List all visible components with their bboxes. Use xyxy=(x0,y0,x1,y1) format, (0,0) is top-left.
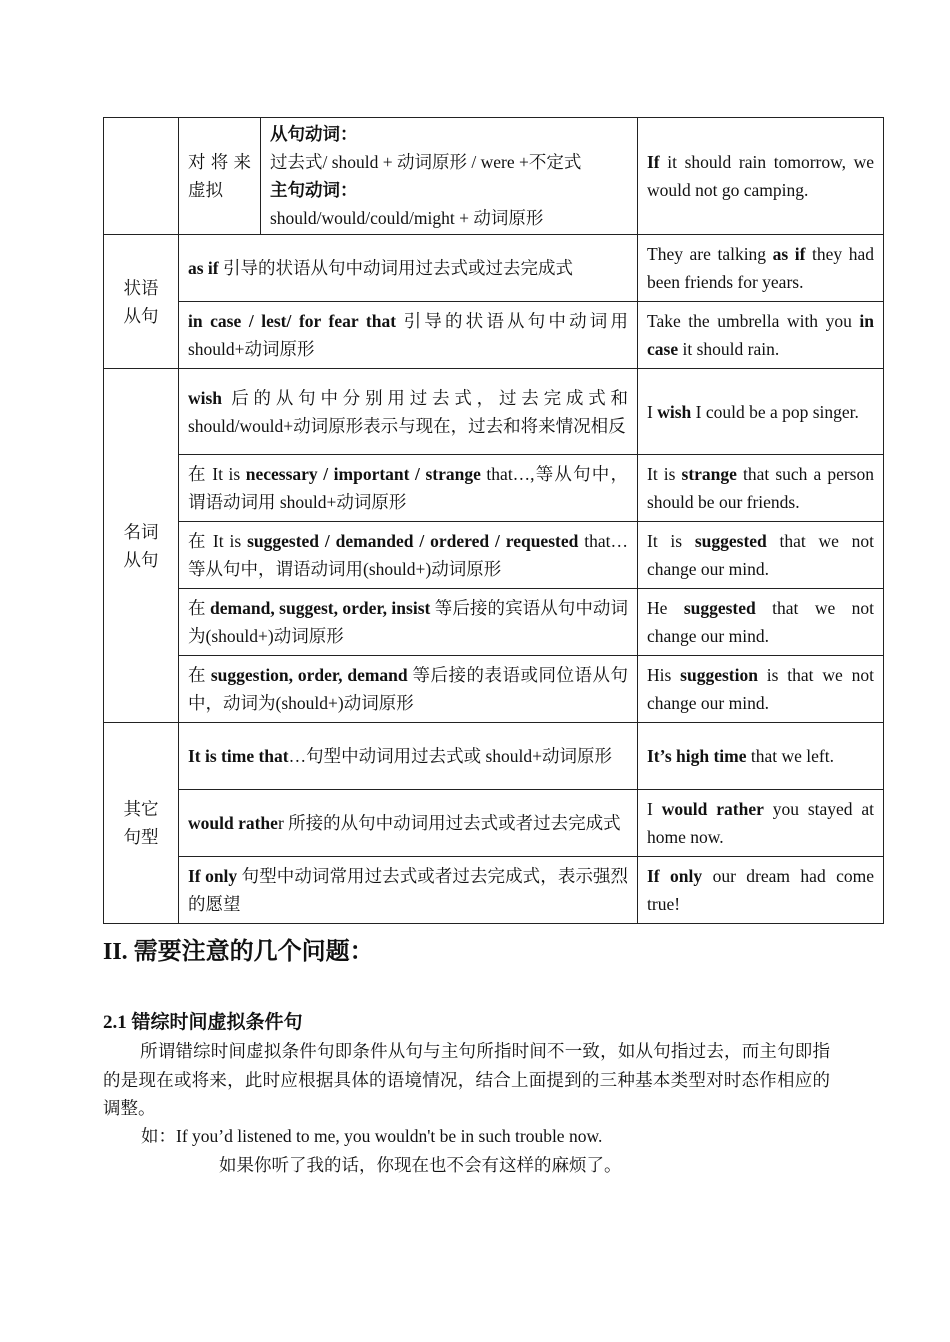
example-label: 如： xyxy=(141,1126,176,1146)
example-text: it should rain tomorrow, we would not go camping. xyxy=(647,152,874,200)
example-cell xyxy=(638,857,884,924)
example-text: I could be a pop singer. xyxy=(691,401,859,422)
example-keyword: would rather xyxy=(661,799,764,819)
rule-keyword: suggestion, order, demand xyxy=(210,665,408,685)
example-cell xyxy=(638,723,884,790)
rule-cell xyxy=(179,235,638,302)
category-label: 状语从句 xyxy=(123,277,159,326)
table-row xyxy=(104,790,884,857)
rule-keyword: would rathe xyxy=(188,813,278,833)
rule-keyword: as if xyxy=(188,258,219,278)
example-text: I xyxy=(647,401,658,422)
example-text: they had been friends for years. xyxy=(647,244,875,292)
rule-text: 等后接的表语或同位语从句中，动词为(should+)动词原形 xyxy=(188,665,629,713)
example-cell xyxy=(638,455,884,522)
example-cell xyxy=(638,369,884,455)
category-cell xyxy=(104,723,179,924)
rule-cell xyxy=(179,589,638,656)
table-row xyxy=(104,656,884,723)
rule-cell xyxy=(261,118,638,235)
example-keyword: strange xyxy=(681,464,737,484)
example-text: it should rain. xyxy=(678,339,780,359)
example-cell xyxy=(638,235,884,302)
subcategory-cell xyxy=(179,118,261,235)
table-row xyxy=(104,522,884,589)
rule-keyword: necessary / important / strange xyxy=(245,464,481,484)
category-label: 其它句型 xyxy=(123,799,159,847)
example-cell xyxy=(638,522,884,589)
example-cell xyxy=(638,302,884,369)
rule-keyword: wish xyxy=(188,387,223,408)
example-text: our dream had come true! xyxy=(647,866,875,914)
example-text: that we not change our mind. xyxy=(647,531,874,579)
table-row xyxy=(104,118,884,235)
rule-cell xyxy=(179,723,638,790)
example-text: that we not change our mind. xyxy=(647,598,874,646)
example-sentence: If you’d listened to me, you wouldn't be in such trouble now. xyxy=(176,1126,603,1146)
rule-keyword: suggested / demanded / ordered / requested xyxy=(247,531,579,551)
rule-text: should/would/could/might + 动词原形 xyxy=(270,208,544,228)
section-heading: II. 需要注意的几个问题： xyxy=(103,939,374,965)
example-text: that we left. xyxy=(746,746,834,766)
example-text: is that we not change our mind. xyxy=(647,665,874,713)
example-cell xyxy=(638,790,884,857)
subcategory-label: 对将来虚拟 xyxy=(188,152,251,200)
rule-cell xyxy=(179,455,638,522)
example-keyword: suggested xyxy=(694,531,767,551)
example-keyword: suggested xyxy=(683,598,756,618)
example-text: It is xyxy=(647,531,695,551)
example-line xyxy=(141,1122,602,1151)
table-row xyxy=(104,589,884,656)
example-keyword: If only xyxy=(647,866,703,886)
rule-keyword: demand, suggest, order, insist xyxy=(210,598,431,618)
table-row xyxy=(104,723,884,790)
example-text: He xyxy=(647,598,684,618)
example-keyword: in case xyxy=(647,311,874,359)
rule-cell xyxy=(179,790,638,857)
example-text: They are talking xyxy=(647,244,773,264)
rule-cell xyxy=(179,302,638,369)
example-text: that such a person should be our friends. xyxy=(647,464,874,512)
rule-label-clause: 从句动词： xyxy=(270,124,358,144)
rule-keyword: If only xyxy=(188,866,238,886)
rule-text: r 所接的从句中动词用过去式或者过去完成式 xyxy=(277,813,621,833)
subsection-heading: 2.1 错综时间虚拟条件句 xyxy=(103,1012,303,1033)
rule-text: that…,等从句中，谓语动词用 should+动词原形 xyxy=(188,464,628,512)
rule-keyword: It is time that xyxy=(188,746,289,766)
rule-text: 后的从句中分别用过去式，过去完成式和should/would+动词原形表示与现在，过去和将来情况相反 xyxy=(188,387,628,436)
rule-text: …句型中动词用过去式或 should+动词原形 xyxy=(288,746,613,766)
category-label: 名词从句 xyxy=(123,521,159,570)
rule-text: 在 It is xyxy=(188,464,246,484)
example-keyword: as if xyxy=(772,244,806,264)
subjunctive-table xyxy=(103,117,884,924)
rule-text: 在 It is xyxy=(188,531,248,551)
example-text: you stayed at home now. xyxy=(647,799,875,847)
rule-text: 引导的状语从句中动词用should+动词原形 xyxy=(188,311,628,359)
example-keyword: It’s high time xyxy=(647,746,747,766)
example-keyword: wish xyxy=(657,401,692,422)
rule-text: 引导的状语从句中动词用过去式或过去完成式 xyxy=(218,258,573,278)
body-paragraph: 所谓错综时间虚拟条件句即条件从句与主句所指时间不一致，如从句指过去，而主句即指的是现在或将来，此时应根据具体的语境情况，结合上面提到的三种基本类型对时态作相应的调整。 xyxy=(103,1041,830,1118)
rule-text: 句型中动词常用过去式或者过去完成式，表示强烈的愿望 xyxy=(188,866,629,914)
rule-text: 在 xyxy=(188,665,211,685)
rule-cell xyxy=(179,656,638,723)
rule-text: 等后接的宾语从句中动词为(should+)动词原形 xyxy=(188,598,629,646)
table-row xyxy=(104,455,884,522)
category-cell xyxy=(104,369,179,723)
rule-keyword: in case / lest/ for fear that xyxy=(188,311,397,331)
example-text: His xyxy=(647,665,681,685)
example-text: I xyxy=(647,799,662,819)
rule-cell xyxy=(179,369,638,455)
example-cell xyxy=(638,656,884,723)
category-cell xyxy=(104,235,179,369)
table-row xyxy=(104,369,884,455)
rule-text: 过去式/ should + 动词原形 / were +不定式 xyxy=(270,152,582,172)
example-cell xyxy=(638,589,884,656)
rule-text: that… 等从句中，谓语动词用(should+)动词原形 xyxy=(188,531,628,579)
rule-cell xyxy=(179,857,638,924)
example-keyword: If xyxy=(647,152,660,172)
table-row xyxy=(104,302,884,369)
rule-label-main: 主句动词： xyxy=(270,180,358,200)
example-cell xyxy=(638,118,884,235)
example-text: It is xyxy=(647,464,682,484)
category-cell-empty xyxy=(104,118,179,235)
table-row xyxy=(104,857,884,924)
rule-cell xyxy=(179,522,638,589)
example-keyword: suggestion xyxy=(680,665,758,685)
example-text: Take the umbrella with you xyxy=(647,311,860,331)
rule-text: 在 xyxy=(188,598,211,618)
table-row xyxy=(104,235,884,302)
example-translation: 如果你听了我的话，你现在也不会有这样的麻烦了。 xyxy=(219,1155,622,1175)
